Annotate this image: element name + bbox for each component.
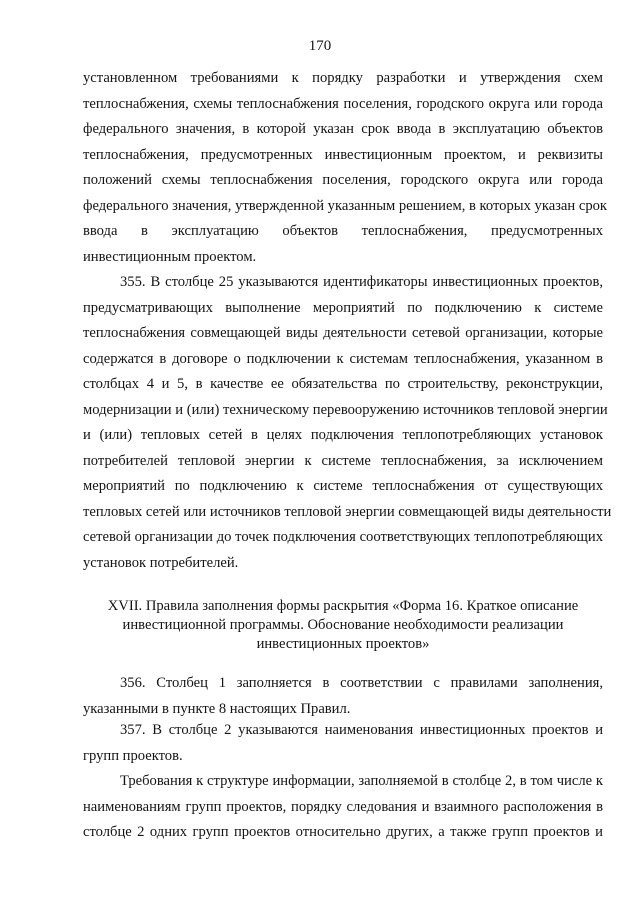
text-line: ввода в эксплуатацию объектов теплоснабжения, предусмотренных bbox=[83, 223, 603, 239]
text-line: инвестиционным проектом. bbox=[83, 248, 257, 265]
text-line: теплоснабжения, предусмотренных инвестиционным проектом, и реквизиты bbox=[83, 146, 603, 163]
heading-line: инвестиционных проектов» bbox=[256, 636, 430, 652]
page-number: 170 bbox=[308, 38, 332, 54]
text-line: тепловых сетей или источников тепловой энергии совмещающей виды деятельности bbox=[83, 503, 612, 520]
text-line: сетевой организации до точек подключения соответствующих теплопотребляющих bbox=[83, 529, 603, 545]
text-line: предусматривающих выполнение мероприятий по подключению к системе bbox=[83, 299, 603, 316]
text-line: указанными в пункте 8 настоящих Правил. bbox=[83, 700, 351, 717]
text-line: столбце 2 одних групп проектов относительно других, а также групп проектов и bbox=[83, 824, 603, 840]
heading-line: инвестиционной программы. Обоснование необходимости реализации bbox=[122, 617, 564, 633]
text-line: установленном требованиями к порядку разработки и утверждения схем bbox=[83, 70, 603, 86]
text-line: установок потребителей. bbox=[83, 554, 239, 571]
text-line: федерального значения, в которой указан срок ввода в эксплуатацию объектов bbox=[83, 121, 603, 137]
heading-line: XVII. Правила заполнения формы раскрытия «Форма 16. Краткое описание bbox=[107, 598, 579, 614]
text-line: положений схемы теплоснабжения поселения, городского округа или города bbox=[83, 172, 603, 188]
text-line: и (или) тепловых сетей в целях подключения теплопотребляющих установок bbox=[83, 427, 603, 443]
section-heading bbox=[70, 597, 616, 654]
paragraph-requirements bbox=[83, 769, 603, 846]
text-line: потребителей тепловой энергии к системе теплоснабжения, за исключением bbox=[83, 452, 603, 469]
text-line: наименованиям групп проектов, порядку следования и взаимного расположения в bbox=[83, 798, 603, 815]
text-line: федерального значения, утвержденной указанным решением, в которых указан срок bbox=[83, 197, 608, 214]
text-line: мероприятий по подключению к системе теплоснабжения от существующих bbox=[83, 478, 603, 494]
text-line: групп проектов. bbox=[83, 747, 183, 764]
text-line: столбцах 4 и 5, в качестве ее обязательства по строительству, реконструкции, bbox=[83, 376, 603, 392]
paragraph-continuation bbox=[83, 66, 608, 270]
paragraph-355 bbox=[83, 270, 612, 576]
text-line: модернизации и (или) техническому перевооружению источников тепловой энергии bbox=[83, 401, 608, 418]
text-line: 355. В столбце 25 указываются идентификаторы инвестиционных проектов, bbox=[120, 274, 603, 290]
text-line: 357. В столбце 2 указываются наименования инвестиционных проектов и bbox=[120, 722, 603, 738]
text-line: Требования к структуре информации, заполняемой в столбце 2, в том числе к bbox=[120, 773, 603, 789]
text-line: теплоснабжения, схемы теплоснабжения поселения, городского округа или города bbox=[83, 95, 603, 112]
text-line: содержатся в договоре о подключении к системам теплоснабжения, указанном в bbox=[83, 350, 603, 367]
paragraph-357 bbox=[83, 718, 603, 769]
text-line: теплоснабжения совмещающей виды деятельности сетевой организации, которые bbox=[83, 325, 603, 341]
text-line: 356. Столбец 1 заполняется в соответствии с правилами заполнения, bbox=[120, 675, 603, 691]
paragraph-356 bbox=[83, 671, 603, 722]
